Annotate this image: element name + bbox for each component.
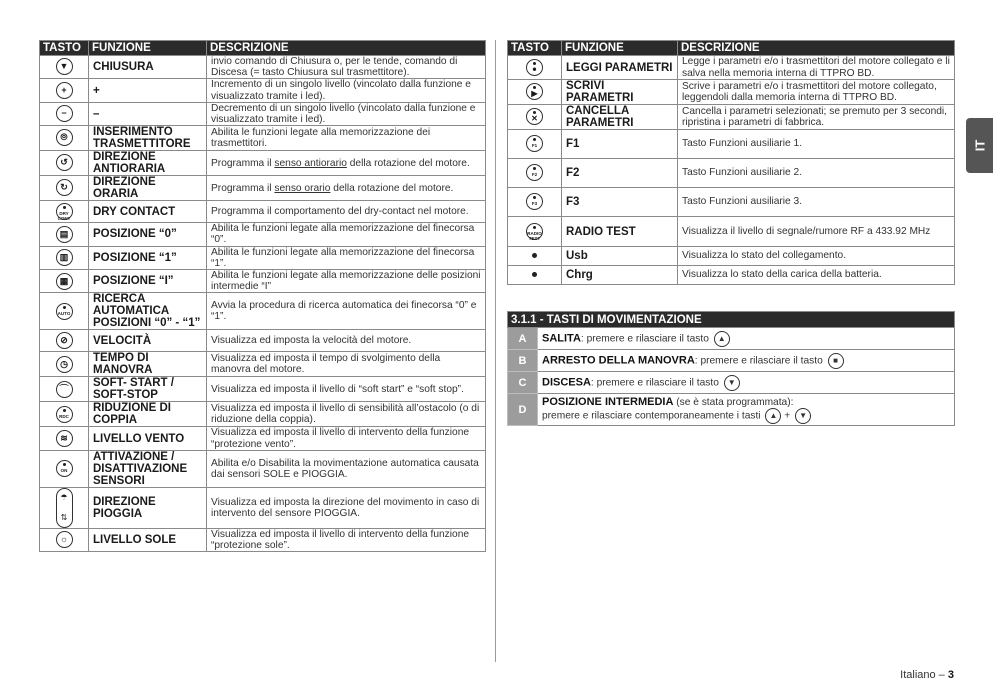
function-cell: DRY CONTACT [89,201,207,223]
clockwise-icon: ↻ [56,179,73,196]
description-cell: Scrive i parametri e/o i trasmettitori del motore collegato, leggendoli dalla memoria interna di TTPRO BD. [678,80,955,105]
table-row [508,266,955,285]
position-0-icon: ▤ [56,226,73,243]
description-cell: Abilita le funzioni legate alla memorizzazione del finecorsa “1”. [207,246,486,269]
table-row [508,80,955,105]
movement-title: 3.1.1 - TASTI DI MOVIMENTAZIONE [508,312,955,328]
table-header [40,41,486,56]
movement-letter: B [508,350,538,372]
movement-letter: A [508,328,538,350]
header-key: TASTO [508,41,562,56]
function-cell: Chrg [562,266,678,285]
header-key: TASTO [40,41,89,56]
key-cell [40,176,89,201]
function-cell: ATTIVAZIONE / DISATTIVAZIONE SENSORI [89,450,207,487]
function-cell: F2 [562,159,678,188]
movement-letter: C [508,372,538,394]
soft-start-icon: ⌒ [56,381,73,398]
movement-letter: D [508,394,538,426]
movement-key-icon: ▲ [714,331,730,347]
position-i-icon: ▦ [56,273,73,290]
function-cell: DIREZIONE ORARIA [89,176,207,201]
description-cell: Abilita le funzioni legate alla memorizzazione delle posizioni intermedie “I” [207,270,486,293]
table-row [40,270,486,293]
torque-icon: RDC [56,406,73,423]
table-row [40,487,486,528]
function-cell: POSIZIONE “1” [89,246,207,269]
key-cell [40,427,89,450]
key-cell [40,223,89,246]
function-cell: VELOCITÀ [89,330,207,352]
movement-description: DISCESA: premere e rilasciare il tasto ▼ [538,372,955,394]
chrg-bullet-icon [532,272,537,277]
movement-row [508,394,955,426]
key-cell [40,293,89,330]
function-cell: LIVELLO VENTO [89,427,207,450]
table-row [40,293,486,330]
function-cell: DIREZIONE PIOGGIA [89,487,207,528]
description-cell: Visualizza il livello di segnale/rumore RF a 433.92 MHz [678,217,955,247]
movement-row [508,350,955,372]
key-cell [40,151,89,176]
description-cell: Visualizza lo stato della carica della batteria. [678,266,955,285]
table-row [508,56,955,80]
key-cell [40,126,89,151]
key-cell [508,130,562,159]
language-tab: IT [966,118,993,173]
description-cell: Avvia la procedura di ricerca automatica dei finecorsa “0” e “1”. [207,293,486,330]
table-row [40,223,486,246]
table-row [508,247,955,266]
counterclockwise-icon: ↺ [56,154,73,171]
table-row [40,402,486,427]
description-cell: Visualizza ed imposta il livello di intervento della funzione “protezione vento”. [207,427,486,450]
read-params-icon: • [526,59,543,76]
function-cell: CANCELLA PARAMETRI [562,105,678,130]
f2-icon: F2 [526,164,543,181]
movement-keys-table [507,311,955,426]
key-cell [508,217,562,247]
description-cell: Visualizza ed imposta la direzione del movimento in caso di intervento del sensore PIOGGIA. [207,487,486,528]
description-cell: Visualizza ed imposta il livello di “soft start” e “soft stop”. [207,377,486,402]
movement-row [508,328,955,350]
description-cell: Visualizza ed imposta il tempo di svolgimento della manovra del motore. [207,352,486,377]
chevron-down-icon: ▼ [56,58,73,75]
function-cell: SCRIVI PARAMETRI [562,80,678,105]
description-cell: Abilita le funzioni legate alla memorizzazione dei trasmettitori. [207,126,486,151]
table-row [40,126,486,151]
minus-icon: − [56,105,73,122]
function-cell: – [89,102,207,125]
table-row [508,188,955,217]
description-cell: Decremento di un singolo livello (vincolato dalla funzione e visualizzato tramite i led). [207,102,486,125]
key-cell [40,201,89,223]
movement-row [508,372,955,394]
function-cell: RICERCA AUTOMATICA POSIZIONI “0” - “1” [89,293,207,330]
key-cell [508,80,562,105]
table-header [508,41,955,56]
movement-key-icon: ▲ [765,408,781,424]
function-cell: RADIO TEST [562,217,678,247]
functions-table-right [507,40,955,285]
description-cell: invio comando di Chiusura o, per le tende, comando di Discesa (= tasto Chiusura sul trasmettitore). [207,56,486,79]
header-function: FUNZIONE [562,41,678,56]
table-row [40,528,486,551]
description-cell: Visualizza ed imposta il livello di sensibilità all’ostacolo (o di riduzione della coppia). [207,402,486,427]
movement-description: SALITA: premere e rilasciare il tasto ▲ [538,328,955,350]
key-cell [40,352,89,377]
function-cell: POSIZIONE “0” [89,223,207,246]
functions-table-left [39,40,486,552]
wind-icon: ≋ [56,430,73,447]
function-cell: CHIUSURA [89,56,207,79]
function-cell: F3 [562,188,678,217]
f1-icon: F1 [526,135,543,152]
function-cell: POSIZIONE “I” [89,270,207,293]
movement-description: POSIZIONE INTERMEDIA (se è stata programmata): premere e rilasciare contemporaneamente i tasti ▲ + ▼ [538,394,955,426]
function-cell: LIVELLO SOLE [89,528,207,551]
movement-key-icon: ▼ [795,408,811,424]
table-row [40,377,486,402]
description-cell: Tasto Funzioni ausiliarie 2. [678,159,955,188]
radio-test-icon: RADIO TEST [526,223,543,240]
table-row [40,79,486,102]
page-footer [900,669,954,681]
key-cell [40,330,89,352]
key-cell [508,105,562,130]
key-cell [40,79,89,102]
f3-icon: F3 [526,193,543,210]
time-icon: ◷ [56,356,73,373]
key-cell [40,102,89,125]
movement-key-icon: ■ [828,353,844,369]
key-cell [508,266,562,285]
page-number: 3 [947,669,954,681]
table-row [40,56,486,79]
table-row [40,151,486,176]
description-cell: Visualizza ed imposta il livello di intervento della funzione “protezione sole”. [207,528,486,551]
description-cell: Visualizza ed imposta la velocità del motore. [207,330,486,352]
key-cell [40,487,89,528]
function-cell: + [89,79,207,102]
table-row [508,130,955,159]
key-cell [508,56,562,80]
function-cell: RIDUZIONE DI COPPIA [89,402,207,427]
description-cell: Abilita e/o Disabilita la movimentazione automatica causata dai sensori SOLE e PIOGGIA. [207,450,486,487]
description-cell: Programma il senso antiorario della rotazione del motore. [207,151,486,176]
play-icon: ▶ [526,83,543,100]
movement-description: ARRESTO DELLA MANOVRA: premere e rilasciare il tasto ■ [538,350,955,372]
cancel-icon: ✕ [526,108,543,125]
sun-icon: ☼ [56,531,73,548]
key-cell [40,56,89,79]
table-row [40,330,486,352]
function-cell: TEMPO DI MANOVRA [89,352,207,377]
rain-direction-icon: ☂ ⇅ [56,488,73,528]
description-cell: Tasto Funzioni ausiliarie 1. [678,130,955,159]
table-row [40,176,486,201]
key-cell [40,377,89,402]
sensors-on-icon: ON [56,460,73,477]
speed-icon: ⊘ [56,332,73,349]
usb-bullet-icon [532,253,537,258]
header-function: FUNZIONE [89,41,207,56]
description-cell: Programma il comportamento del dry-contact nel motore. [207,201,486,223]
function-cell: INSERIMENTO TRASMETTITORE [89,126,207,151]
position-1-icon: ▥ [56,249,73,266]
key-cell [508,247,562,266]
dry-contact-icon: DRY CONT [56,203,73,220]
plus-icon: + [56,82,73,99]
description-cell: Cancella i parametri selezionati; se premuto per 3 secondi, ripristina i parametri di fabbrica. [678,105,955,130]
key-cell [40,450,89,487]
auto-icon: AUTO [56,303,73,320]
table-row [40,450,486,487]
key-cell [40,402,89,427]
key-cell [40,246,89,269]
function-cell: LEGGI PARAMETRI [562,56,678,80]
function-cell: F1 [562,130,678,159]
function-cell: SOFT- START / SOFT-STOP [89,377,207,402]
description-cell: Incremento di un singolo livello (vincolato dalla funzione e visualizzato tramite i led). [207,79,486,102]
table-row [508,159,955,188]
key-cell [508,188,562,217]
description-cell: Programma il senso orario della rotazione del motore. [207,176,486,201]
description-cell: Legge i parametri e/o i trasmettitori del motore collegato e li salva nella memoria interna di TTPRO BD. [678,56,955,80]
memorize-icon: ⦾ [56,129,73,146]
movement-key-icon: ▼ [724,375,740,391]
description-cell: Abilita le funzioni legate alla memorizzazione del finecorsa “0”. [207,223,486,246]
table-row [40,246,486,269]
description-cell: Visualizza lo stato del collegamento. [678,247,955,266]
table-row [40,352,486,377]
table-row [40,201,486,223]
footer-language: Italiano – [900,669,945,681]
key-cell [40,270,89,293]
function-cell: DIREZIONE ANTIORARIA [89,151,207,176]
column-divider [495,40,496,662]
header-description: DESCRIZIONE [207,41,486,56]
table-row [508,105,955,130]
function-cell: Usb [562,247,678,266]
table-row [40,427,486,450]
table-row [40,102,486,125]
header-description: DESCRIZIONE [678,41,955,56]
table-row [508,217,955,247]
key-cell [40,528,89,551]
key-cell [508,159,562,188]
description-cell: Tasto Funzioni ausiliarie 3. [678,188,955,217]
